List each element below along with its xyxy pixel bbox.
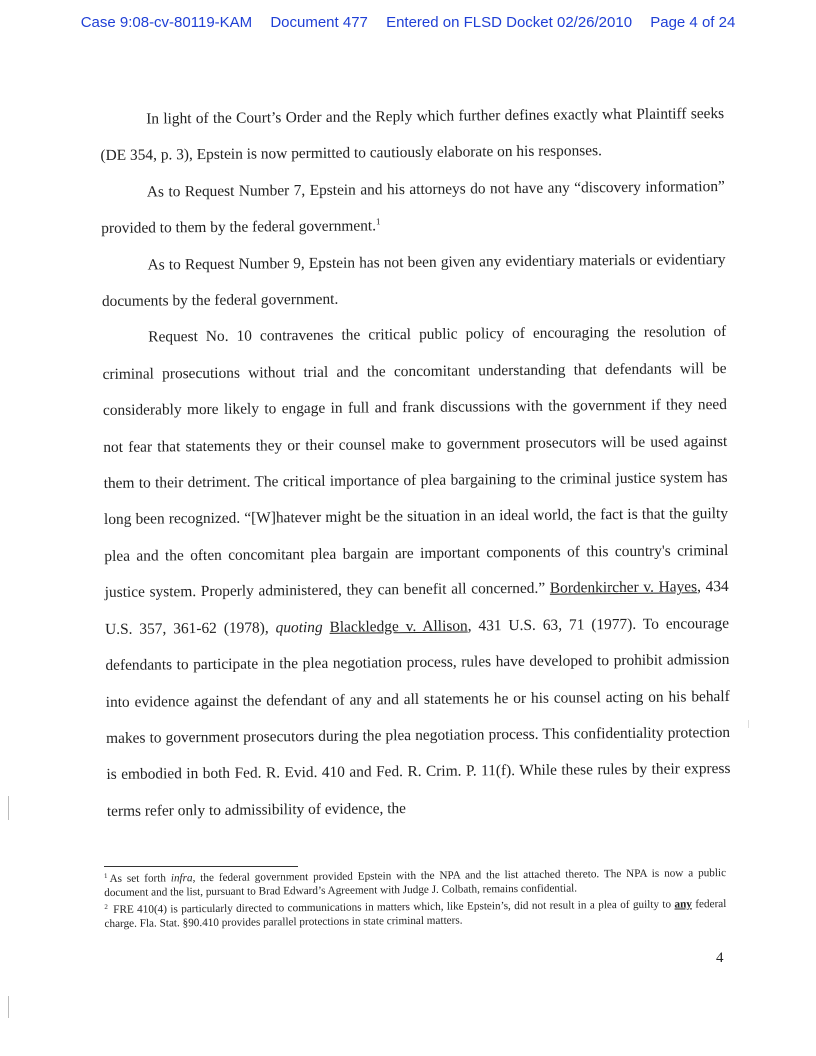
scan-artifact [8, 796, 9, 820]
scan-artifact [748, 720, 749, 728]
case-citation-bordenkircher: Bordenkircher v. Hayes [549, 578, 698, 597]
document-number: Document 477 [270, 14, 368, 31]
quoting-signal: quoting [275, 618, 323, 637]
page-number: 4 [716, 950, 724, 966]
footnotes [104, 866, 727, 934]
page-indicator: Page 4 of 24 [650, 14, 736, 31]
body-text [100, 96, 731, 830]
scan-artifact [8, 996, 9, 1018]
paragraph-request-10: Request No. 10 contravenes the critical public policy of encouraging the resolution of criminal prosecutions without trial and the concomitant understanding that defendants will be considerably more likely to engage in full and frank discussions with the government if they need not fear that statements they or their counsel make to government prosecutors will be used against them to their detriment. The critical importance of plea bargaining to the criminal justice system has long been recognized. “[W]hatever might be the situation in an ideal world, the fact is that the guilty plea and the often concomitant plea bargain are important components of this country's criminal justice system. Properly administered, they can benefit all concerned.” Bordenkircher v. Hayes, 434 U.S. 357, 361-62 (1978), quoting Blackledge v. Allison, 431 U.S. 63, 71 (1977). To encourage defendants to participate in the plea negotiation process, rules have developed to prohibit admission into evidence against the defendant of any and all statements he or his counsel acting on his behalf makes to government prosecutors during the plea negotiation process. This confidentiality protection is embodied in both Fed. R. Evid. 410 and Fed. R. Crim. P. 11(f). While these rules by their express terms refer only to admissibility of evidence, the [102, 323, 731, 820]
paragraph-court-order: In light of the Court’s Order and the Reply which further defines exactly what Plaintiff seeks (DE 354, p. 3), Epstein is now permitted to cautiously elaborate on his responses. [100, 105, 725, 165]
footnote-2: $^2$ FRE 410(4) is particularly directed to communications in matters which, like Epstein’s, did not result in a plea of guilty to any federal charge. Fla. Stat. §90.410 provides parallel protections in state criminal matters. [104, 897, 727, 931]
paragraph-request-7: As to Request Number 7, Epstein and his attorneys do not have any “discovery information” provided to them by the federal government.$^1$ [101, 177, 725, 238]
footnote-1: $^1$ As set forth infra, the federal government provided Epstein with the NPA and the list attached thereto. The NPA is now a public document and the list, pursuant to Brad Edward’s Agreement with Judge J. Colbath, remains confidential. [104, 867, 727, 900]
case-citation-blackledge: Blackledge v. Allison [329, 617, 468, 636]
paragraph-request-9: As to Request Number 9, Epstein has not been given any evidentiary materials or evidentiary documents by the federal government. [101, 250, 726, 311]
docket-header [0, 14, 816, 31]
case-number: Case 9:08-cv-80119-KAM [80, 14, 253, 31]
docket-entry-date: Entered on FLSD Docket 02/26/2010 [386, 14, 633, 31]
footnote-divider [104, 866, 298, 867]
footnote-ref-1: 1 [375, 216, 381, 227]
